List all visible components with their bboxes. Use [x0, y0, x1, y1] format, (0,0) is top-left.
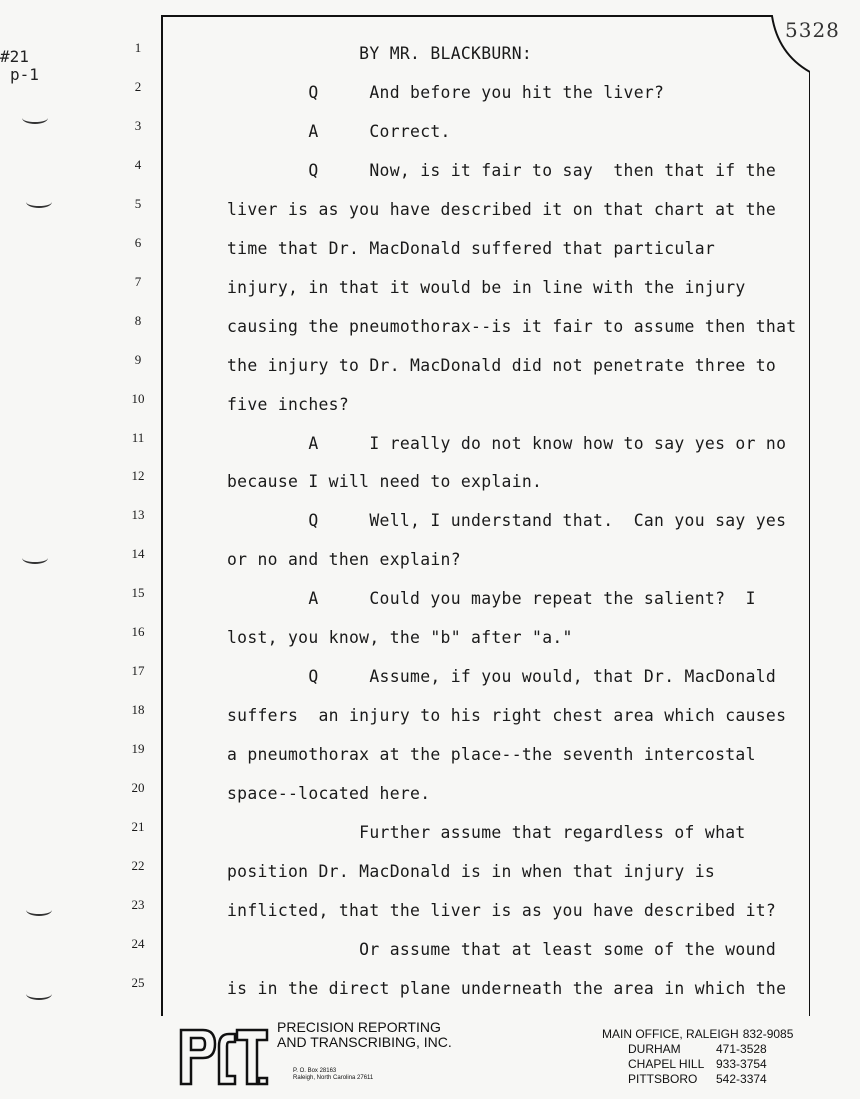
punch-hole-mark — [26, 196, 52, 208]
transcript-line: Further assume that regardless of what — [227, 823, 746, 842]
office-phone: 933-3754 — [716, 1057, 767, 1071]
office-phone: 471-3528 — [716, 1042, 767, 1056]
pt-logo-icon — [175, 1022, 271, 1088]
company-name-line: PRECISION REPORTING — [277, 1019, 441, 1035]
transcript-line: Q Now, is it fair to say then that if the — [227, 160, 777, 180]
line-number: 4 — [134, 156, 142, 172]
transcript-line: lost, you know, the "b" after "a." — [227, 628, 573, 648]
line-number: 5 — [134, 195, 142, 211]
company-logo — [175, 1022, 271, 1092]
transcript-line: causing the pneumothorax--is it fair to assume then that — [227, 316, 797, 336]
line-number: 1 — [134, 40, 142, 55]
line-number: 10 — [131, 390, 145, 406]
transcript-line: a pneumothorax at the place--the seventh intercostal — [227, 745, 756, 765]
line-number: 17 — [131, 663, 145, 679]
punch-hole-mark — [26, 988, 52, 1000]
transcript-line: suffers an injury to his right chest area which causes — [227, 706, 787, 726]
line-number: 8 — [134, 312, 142, 328]
line-number: 21 — [131, 819, 145, 834]
office-row — [602, 1042, 793, 1057]
transcript-line: the injury to Dr. MacDonald did not penetrate three to — [227, 355, 777, 375]
office-phone: 542-3374 — [716, 1072, 767, 1086]
company-address — [293, 1068, 373, 1082]
line-number: 16 — [131, 624, 145, 640]
address-line: Raleigh, North Carolina 27611 — [293, 1075, 374, 1081]
line-number: 18 — [131, 702, 145, 718]
office-phone: 832-9085 — [742, 1027, 794, 1041]
office-row — [602, 1057, 793, 1072]
transcript-line: A Correct. — [227, 121, 451, 141]
line-number: 20 — [131, 780, 145, 796]
transcript-line: A Could you maybe repeat the salient? I — [227, 589, 756, 609]
punch-hole-mark — [26, 904, 52, 916]
company-name — [277, 1020, 452, 1050]
line-number: 22 — [131, 857, 145, 873]
transcript-line: Q Well, I understand that. Can you say yes — [227, 511, 787, 531]
transcript-line: liver is as you have described it on that chart at the — [227, 199, 777, 219]
transcript-line: Q And before you hit the liver? — [227, 82, 665, 102]
office-row — [602, 1072, 793, 1087]
transcript-line: five inches? — [227, 394, 350, 414]
line-number: 7 — [134, 273, 142, 289]
transcript-line: inflicted, that the liver is as you have described it? — [227, 900, 777, 920]
transcript-line: or no and then explain? — [227, 550, 461, 570]
line-number: 15 — [131, 585, 145, 601]
company-name-line: AND TRANSCRIBING, INC. — [277, 1034, 452, 1050]
line-number: 19 — [131, 741, 145, 757]
line-number: 3 — [134, 117, 142, 133]
line-number: 6 — [134, 234, 142, 250]
page-number: 5328 — [785, 18, 840, 42]
line-number: 14 — [131, 546, 145, 562]
transcript-line: Q Assume, if you would, that Dr. MacDonald — [227, 667, 777, 687]
line-number: 25 — [131, 974, 145, 990]
office-name: MAIN OFFICE, RALEIGH — [602, 1027, 739, 1041]
page-label: p-1 — [10, 65, 39, 84]
office-list — [602, 1027, 793, 1087]
office-row — [602, 1027, 793, 1042]
office-name: PITTSBORO — [628, 1072, 698, 1086]
transcript-line: space--located here. — [227, 784, 431, 804]
punch-hole-mark — [22, 552, 48, 564]
transcript-line: is in the direct plane underneath the area in which the — [227, 978, 787, 998]
line-number: 23 — [131, 896, 145, 912]
line-number: 12 — [131, 468, 145, 484]
line-number: 9 — [134, 351, 142, 367]
transcript-line: Or assume that at least some of the wound — [227, 939, 777, 959]
transcript-line: because I will need to explain. — [227, 472, 543, 492]
line-number: 2 — [134, 78, 142, 94]
tab-label: #21 — [0, 47, 29, 66]
transcript-line: position Dr. MacDonald is in when that injury is — [227, 861, 716, 881]
punch-hole-mark — [22, 112, 48, 124]
transcript-line: time that Dr. MacDonald suffered that particular — [227, 238, 716, 258]
address-line: P. O. Box 28163 — [293, 1068, 337, 1074]
transcript-line: injury, in that it would be in line with the injury — [227, 277, 746, 297]
office-name: CHAPEL HILL — [628, 1057, 705, 1071]
line-number: 24 — [131, 935, 145, 951]
line-number: 11 — [131, 429, 145, 445]
transcript-line: BY MR. BLACKBURN: — [227, 44, 533, 63]
line-number: 13 — [131, 507, 145, 523]
office-name: DURHAM — [628, 1042, 681, 1056]
transcript-line: A I really do not know how to say yes or no — [227, 433, 787, 453]
